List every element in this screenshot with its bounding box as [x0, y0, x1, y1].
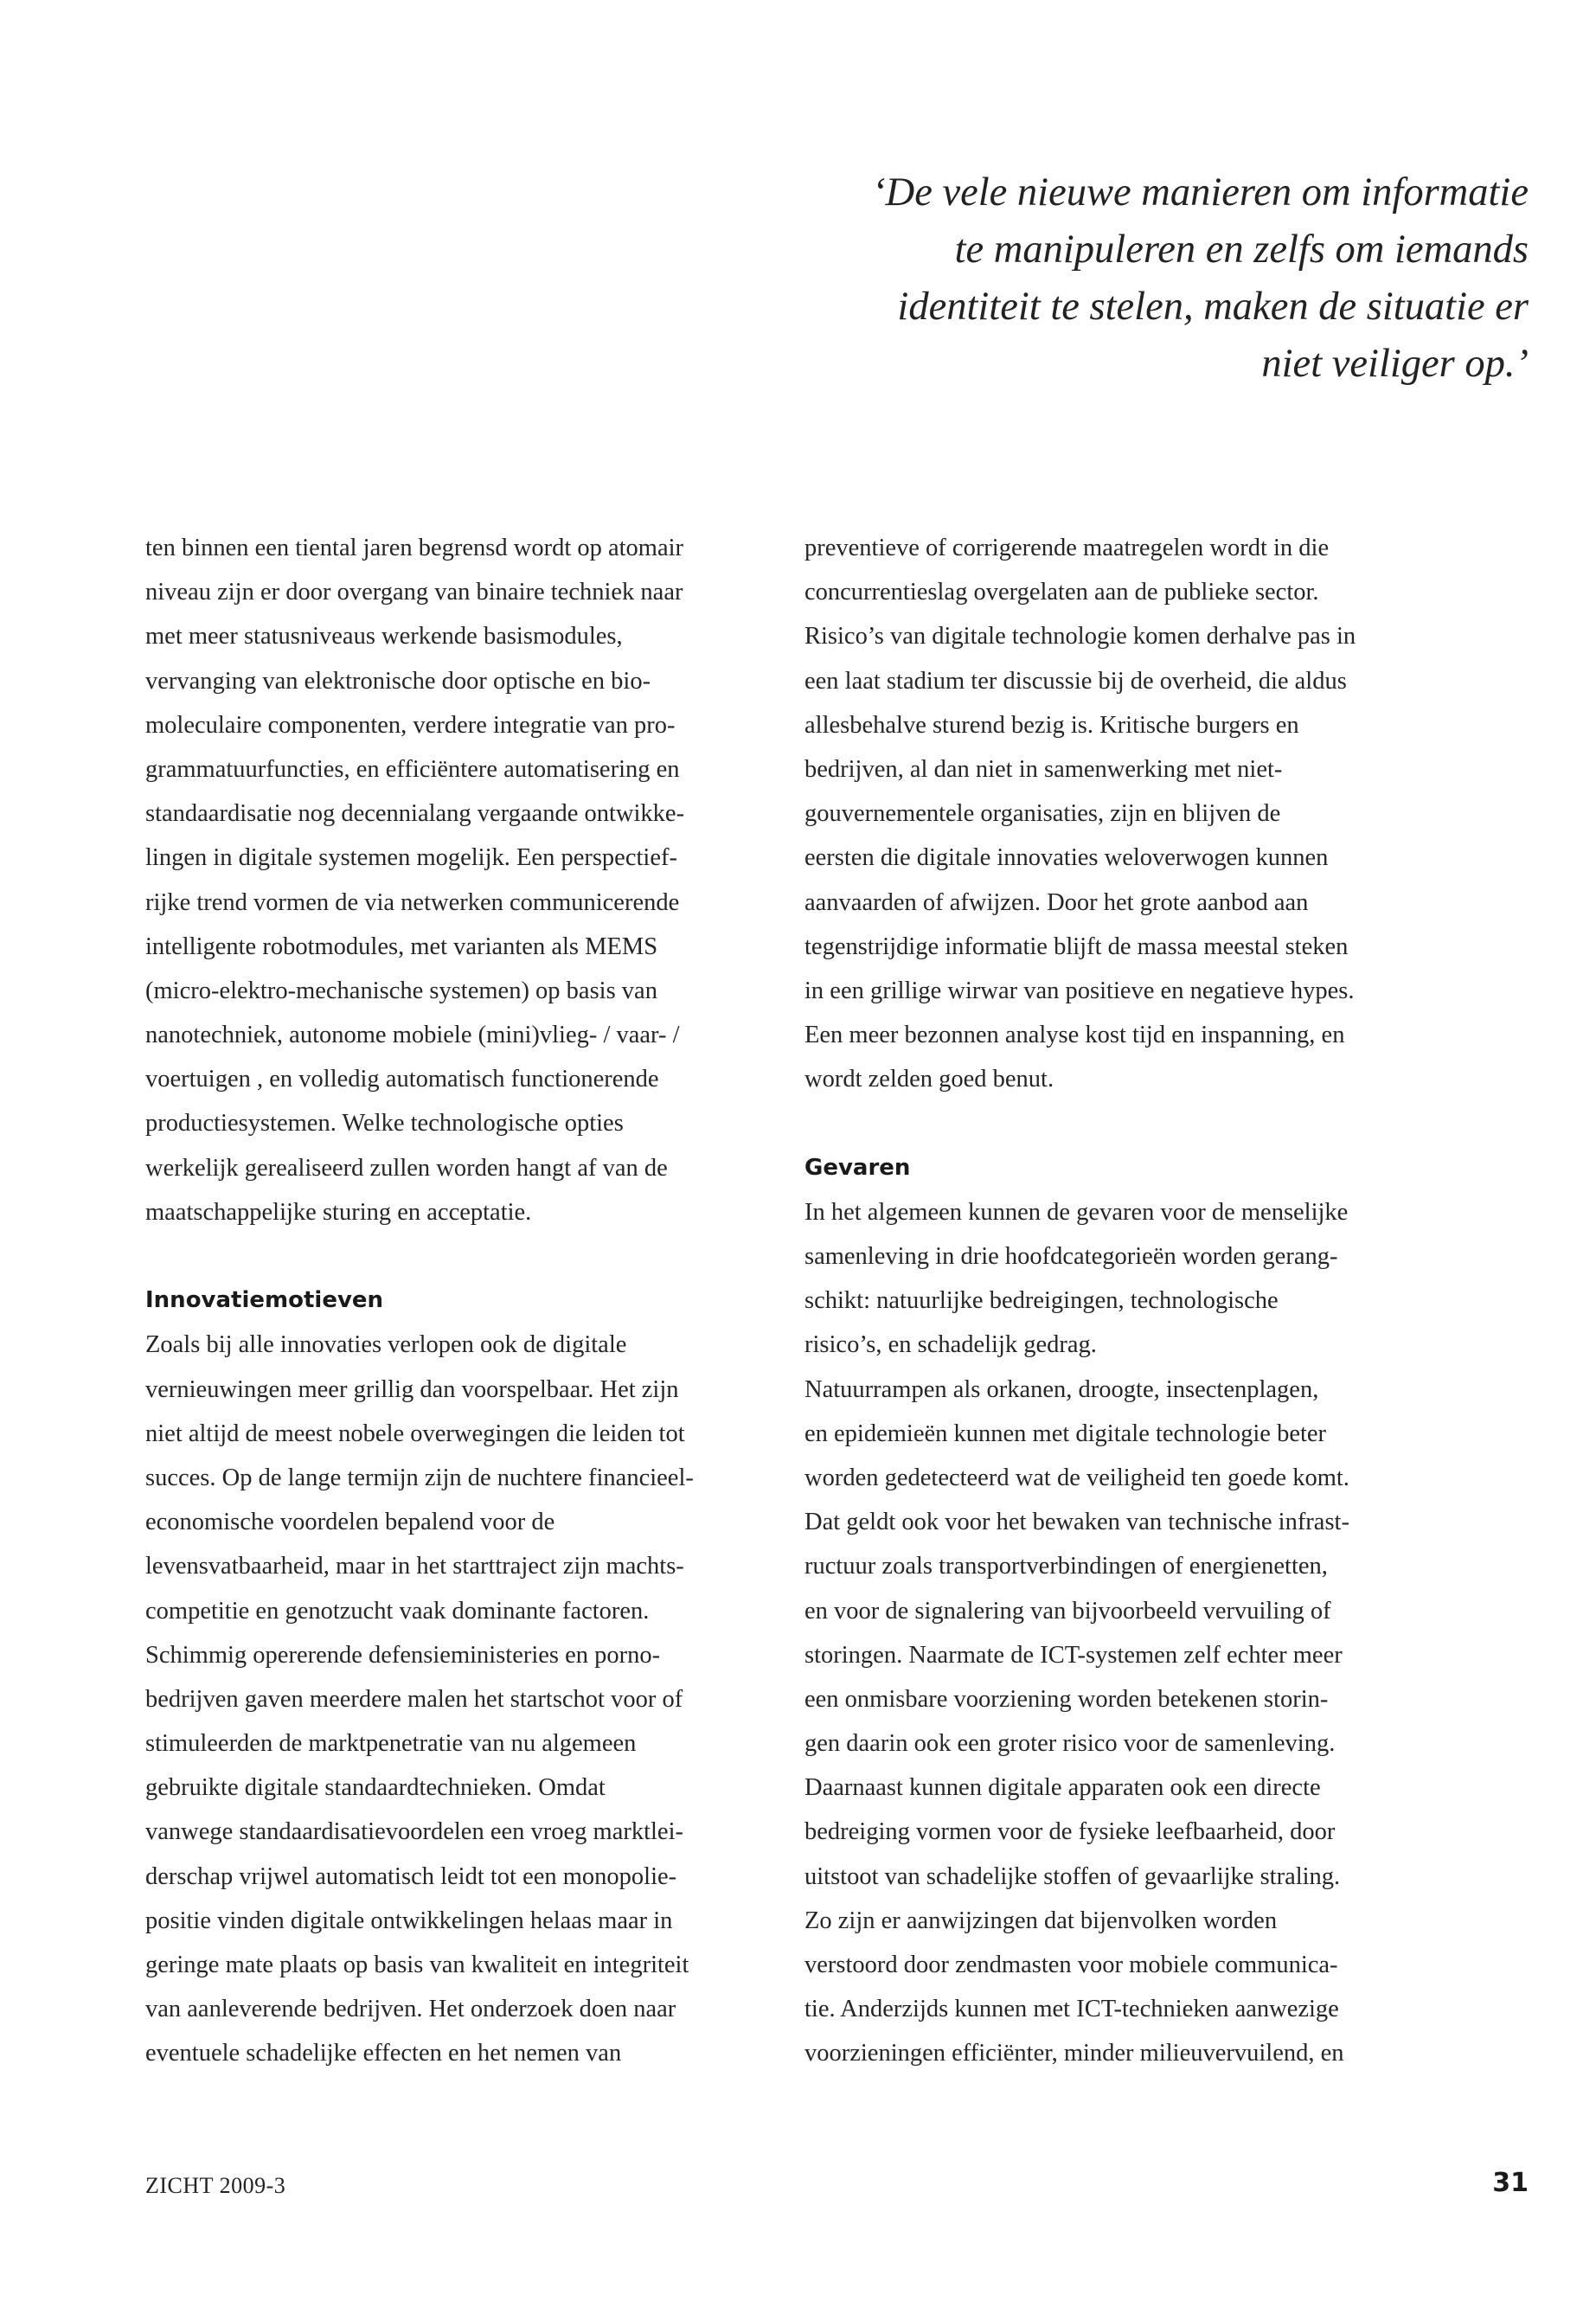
- text-line: voertuigen , en volledig automatisch functionerende: [145, 1066, 659, 1093]
- section-heading-innovatiemotieven: Innovatiemotieven: [145, 1287, 384, 1314]
- text-line: en voor de signalering van bijvoorbeeld vervuiling of: [804, 1597, 1331, 1625]
- text-line: In het algemeen kunnen de gevaren voor de menselijke: [804, 1198, 1349, 1226]
- text-line: werkelijk gerealiseerd zullen worden hangt af van de: [145, 1154, 668, 1182]
- section-heading-gevaren: Gevaren: [804, 1154, 911, 1181]
- text-line: in een grillige wirwar van positieve en negatieve hypes.: [804, 977, 1355, 1004]
- text-line: uitstoot van schadelijke stoffen of gevaarlijke straling.: [804, 1862, 1341, 1890]
- paragraph-spacer: [145, 1234, 781, 1279]
- text-line: grammatuurfuncties, en efficiëntere automatisering en: [145, 755, 680, 783]
- text-line: Zoals bij alle innovaties verlopen ook de digitale: [145, 1331, 627, 1359]
- pull-quote-line: ‘De vele nieuwe manieren om informatie: [872, 170, 1529, 215]
- right-column: [804, 526, 1440, 2076]
- text-line: risico’s, en schadelijk gedrag.: [804, 1331, 1097, 1359]
- page-number: 31: [1492, 2168, 1529, 2198]
- text-line: storingen. Naarmate de ICT-systemen zelf echter meer: [804, 1641, 1343, 1669]
- text-line: Zo zijn er aanwijzingen dat bijenvolken worden: [804, 1907, 1278, 1934]
- text-line: (micro-elektro-mechanische systemen) op basis van: [145, 977, 657, 1004]
- pull-quote-line: identiteit te stelen, maken de situatie er: [897, 285, 1529, 329]
- text-line: standaardisatie nog decennialang vergaande ontwikke-: [145, 800, 685, 828]
- text-line: moleculaire componenten, verdere integratie van pro-: [145, 711, 676, 739]
- text-line: concurrentieslag overgelaten aan de publieke sector.: [804, 579, 1319, 606]
- text-line: van aanleverende bedrijven. Het onderzoek doen naar: [145, 1996, 676, 2023]
- text-line: bedreiging vormen voor de fysieke leefbaarheid, door: [804, 1818, 1336, 1846]
- text-line: nanotechniek, autonome mobiele (mini)vlieg- / vaar- /: [145, 1022, 680, 1049]
- text-line: preventieve of corrigerende maatregelen wordt in die: [804, 535, 1330, 561]
- text-line: schikt: natuurlijke bedreigingen, technologische: [804, 1287, 1279, 1315]
- text-line: geringe mate plaats op basis van kwaliteit en integriteit: [145, 1952, 689, 1978]
- text-line: verstoord door zendmasten voor mobiele communica-: [804, 1952, 1338, 1978]
- text-line: lingen in digitale systemen mogelijk. Een perspectief-: [145, 844, 677, 872]
- text-line: Schimmig opererende defensieministeries en porno-: [145, 1641, 661, 1669]
- text-line: Natuurrampen als orkanen, droogte, insectenplagen,: [804, 1375, 1319, 1403]
- text-line: tegenstrijdige informatie blijft de massa meestal steken: [804, 933, 1349, 960]
- text-line: gen daarin ook een groter risico voor de samenleving.: [804, 1730, 1336, 1758]
- text-line: Risico’s van digitale technologie komen derhalve pas in: [804, 623, 1356, 651]
- text-line: ructuur zoals transportverbindingen of energienetten,: [804, 1553, 1328, 1580]
- text-line: bedrijven, al dan niet in samenwerking met niet-: [804, 755, 1283, 783]
- text-line: ten binnen een tiental jaren begrensd wordt op atomair: [145, 535, 684, 561]
- text-line: gouvernementele organisaties, zijn en blijven de: [804, 800, 1281, 828]
- right-intro-paragraph: [804, 526, 1440, 1101]
- text-line: en epidemieën kunnen met digitale technologie beter: [804, 1420, 1327, 1447]
- text-line: samenleving in drie hoofdcategorieën worden gerang-: [804, 1243, 1338, 1270]
- text-line: economische voordelen bepalend voor de: [145, 1509, 555, 1536]
- text-line: wordt zelden goed benut.: [804, 1066, 1054, 1093]
- text-line: levensvatbaarheid, maar in het starttraject zijn machts-: [145, 1553, 684, 1580]
- text-line: tie. Anderzijds kunnen met ICT-technieken aanwezige: [804, 1996, 1339, 2023]
- text-line: niveau zijn er door overgang van binaire techniek naar: [145, 579, 683, 606]
- text-line: derschap vrijwel automatisch leidt tot een monopolie-: [145, 1862, 677, 1890]
- text-line: competitie en genotzucht vaak dominante factoren.: [145, 1597, 650, 1625]
- text-line: Een meer bezonnen analyse kost tijd en inspanning, en: [804, 1022, 1345, 1049]
- left-section-paragraph: [145, 1323, 781, 2075]
- pull-quote-line: niet veiliger op.’: [1261, 342, 1529, 386]
- text-line: Daarnaast kunnen digitale apparaten ook een directe: [804, 1774, 1321, 1802]
- text-line: rijke trend vormen de via netwerken communicerende: [145, 888, 680, 916]
- text-line: voorzieningen efficiënter, minder milieuvervuilend, en: [804, 2040, 1344, 2067]
- text-line: aanvaarden of afwijzen. Door het grote aanbod aan: [804, 888, 1309, 916]
- text-line: positie vinden digitale ontwikkelingen helaas maar in: [145, 1907, 673, 1934]
- text-line: bedrijven gaven meerdere malen het startschot voor of: [145, 1685, 683, 1713]
- left-column: [145, 526, 781, 2076]
- text-line: eersten die digitale innovaties weloverwogen kunnen: [804, 844, 1329, 872]
- text-line: allesbehalve sturend bezig is. Kritische burgers en: [804, 711, 1299, 739]
- text-line: een laat stadium ter discussie bij de overheid, die aldus: [804, 667, 1347, 695]
- text-line: gebruikte digitale standaardtechnieken. Omdat: [145, 1774, 606, 1802]
- text-line: niet altijd de meest nobele overwegingen die leiden tot: [145, 1420, 685, 1447]
- pull-quote: [663, 164, 1529, 393]
- left-intro-paragraph: [145, 526, 781, 1234]
- paragraph-spacer: [804, 1101, 1440, 1145]
- text-line: intelligente robotmodules, met varianten als MEMS: [145, 933, 658, 960]
- text-line: een onmisbare voorziening worden betekenen storin-: [804, 1685, 1329, 1713]
- text-line: met meer statusniveaus werkende basismodules,: [145, 623, 623, 651]
- text-line: worden gedetecteerd wat de veiligheid ten goede komt.: [804, 1464, 1349, 1491]
- text-line: Dat geldt ook voor het bewaken van technische infrast-: [804, 1509, 1349, 1536]
- publication-footer: ZICHT 2009-3: [145, 2173, 286, 2198]
- text-line: stimuleerden de marktpenetratie van nu algemeen: [145, 1730, 637, 1758]
- text-line: vanwege standaardisatievoordelen een vroeg marktlei-: [145, 1818, 683, 1846]
- right-section-paragraph: [804, 1190, 1440, 2076]
- text-line: vernieuwingen meer grillig dan voorspelbaar. Het zijn: [145, 1375, 679, 1403]
- text-line: vervanging van elektronische door optische en bio-: [145, 667, 651, 695]
- text-line: succes. Op de lange termijn zijn de nuchtere financieel-: [145, 1464, 694, 1491]
- pull-quote-line: te manipuleren en zelfs om iemands: [954, 228, 1529, 272]
- text-line: maatschappelijke sturing en acceptatie.: [145, 1198, 532, 1226]
- text-line: productiesystemen. Welke technologische opties: [145, 1110, 624, 1138]
- text-line: eventuele schadelijke effecten en het nemen van: [145, 2040, 622, 2067]
